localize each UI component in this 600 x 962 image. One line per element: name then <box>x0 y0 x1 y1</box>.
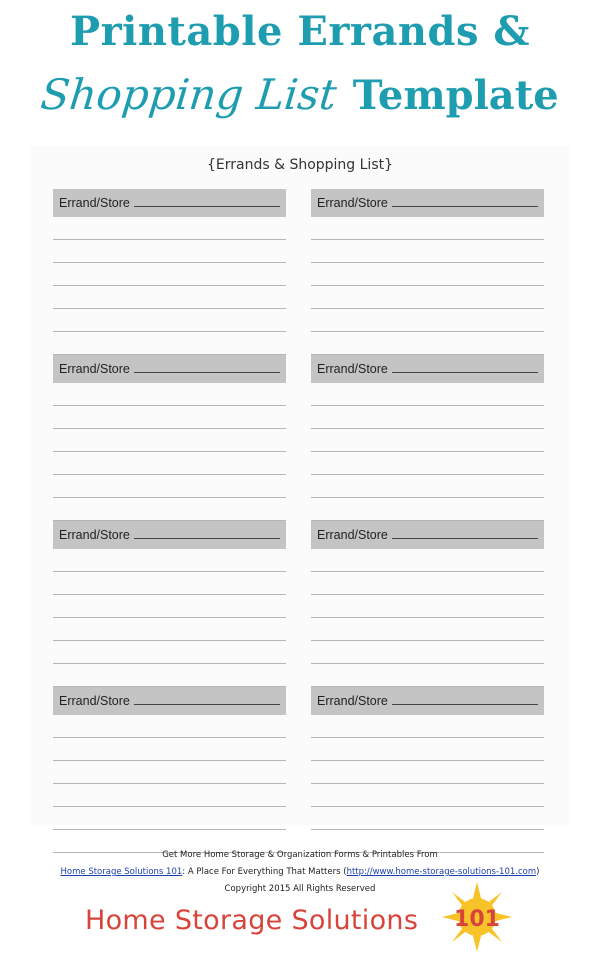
list-item-line[interactable] <box>53 498 286 521</box>
list-item-line[interactable] <box>53 263 286 286</box>
list-item-line[interactable] <box>53 429 286 452</box>
brand-logo-text: Home Storage Solutions <box>85 905 419 936</box>
page-title-line2 <box>0 70 600 119</box>
errand-store-fill-line[interactable] <box>392 206 538 207</box>
list-item-line[interactable] <box>53 618 286 641</box>
errand-block-8 <box>311 687 544 853</box>
errand-store-label: Errand/Store <box>317 528 388 542</box>
footer-copyright: Copyright 2015 All Rights Reserved <box>224 884 376 894</box>
errand-block-4 <box>311 355 544 521</box>
errand-store-header <box>53 355 286 383</box>
errand-store-label: Errand/Store <box>317 362 388 376</box>
list-item-line[interactable] <box>311 383 544 406</box>
list-item-line[interactable] <box>53 807 286 830</box>
list-item-line[interactable] <box>311 498 544 521</box>
errand-block-3 <box>53 355 286 521</box>
list-item-line[interactable] <box>53 761 286 784</box>
list-item-line[interactable] <box>53 406 286 429</box>
list-item-line[interactable] <box>311 286 544 309</box>
list-item-line[interactable] <box>53 240 286 263</box>
errand-store-header <box>311 189 544 217</box>
list-item-line[interactable] <box>311 263 544 286</box>
footer-url-link[interactable]: http://www.home-storage-solutions-101.com <box>346 867 537 877</box>
badge-101: 101 <box>454 907 500 932</box>
list-item-line[interactable] <box>311 429 544 452</box>
list-item-line[interactable] <box>53 309 286 332</box>
errand-store-fill-line[interactable] <box>392 538 538 539</box>
list-item-line[interactable] <box>311 807 544 830</box>
errand-store-fill-line[interactable] <box>392 704 538 705</box>
list-item-line[interactable] <box>53 217 286 240</box>
page-title-line1: Printable Errands & <box>69 8 531 55</box>
errand-store-label: Errand/Store <box>59 362 130 376</box>
list-item-line[interactable] <box>53 452 286 475</box>
errand-block-7 <box>53 687 286 853</box>
footer-site-link[interactable]: Home Storage Solutions 101 <box>60 867 183 877</box>
title-plain-text: Template <box>352 72 559 119</box>
list-item-line[interactable] <box>311 572 544 595</box>
list-item-line[interactable] <box>311 309 544 332</box>
list-item-line[interactable] <box>311 475 544 498</box>
sheet-subtitle: {Errands & Shopping List} <box>206 157 394 173</box>
list-item-line[interactable] <box>53 332 286 355</box>
list-item-line[interactable] <box>53 715 286 738</box>
list-item-line[interactable] <box>53 286 286 309</box>
list-item-line[interactable] <box>311 664 544 687</box>
errand-store-header <box>53 521 286 549</box>
list-item-line[interactable] <box>311 332 544 355</box>
footer-tagline: : A Place For Everything That Matters ( <box>182 867 347 877</box>
errand-store-label: Errand/Store <box>59 694 130 708</box>
errand-block-6 <box>311 521 544 687</box>
errand-store-header <box>311 355 544 383</box>
footer-line2 <box>0 867 600 877</box>
footer-line1: Get More Home Storage & Organization Forms & Printables From <box>162 850 438 860</box>
errand-store-label: Errand/Store <box>317 694 388 708</box>
errand-store-fill-line[interactable] <box>134 538 280 539</box>
errand-store-label: Errand/Store <box>59 196 130 210</box>
list-item-line[interactable] <box>53 595 286 618</box>
list-item-line[interactable] <box>53 664 286 687</box>
errand-store-fill-line[interactable] <box>392 372 538 373</box>
list-item-line[interactable] <box>311 549 544 572</box>
list-item-line[interactable] <box>311 406 544 429</box>
list-item-line[interactable] <box>311 452 544 475</box>
errand-store-fill-line[interactable] <box>134 704 280 705</box>
list-item-line[interactable] <box>53 549 286 572</box>
list-item-line[interactable] <box>53 641 286 664</box>
errand-store-header <box>311 521 544 549</box>
errand-store-header <box>311 687 544 715</box>
list-item-line[interactable] <box>311 595 544 618</box>
list-item-line[interactable] <box>53 572 286 595</box>
list-item-line[interactable] <box>311 240 544 263</box>
footer-paren-close: ) <box>536 867 540 877</box>
list-item-line[interactable] <box>53 383 286 406</box>
errand-block-1 <box>53 189 286 355</box>
list-item-line[interactable] <box>53 784 286 807</box>
list-item-line[interactable] <box>311 618 544 641</box>
errand-store-fill-line[interactable] <box>134 206 280 207</box>
list-item-line[interactable] <box>311 738 544 761</box>
errand-block-2 <box>311 189 544 355</box>
title-script-text: Shopping List <box>38 70 340 119</box>
sun-logo-icon <box>440 880 514 954</box>
list-item-line[interactable] <box>53 738 286 761</box>
list-item-line[interactable] <box>311 715 544 738</box>
errand-store-label: Errand/Store <box>317 196 388 210</box>
errand-store-fill-line[interactable] <box>134 372 280 373</box>
errand-store-header <box>53 687 286 715</box>
list-item-line[interactable] <box>311 761 544 784</box>
list-item-line[interactable] <box>311 641 544 664</box>
list-item-line[interactable] <box>53 475 286 498</box>
errand-store-header <box>53 189 286 217</box>
list-item-line[interactable] <box>311 784 544 807</box>
list-item-line[interactable] <box>311 217 544 240</box>
errand-store-label: Errand/Store <box>59 528 130 542</box>
errand-block-5 <box>53 521 286 687</box>
